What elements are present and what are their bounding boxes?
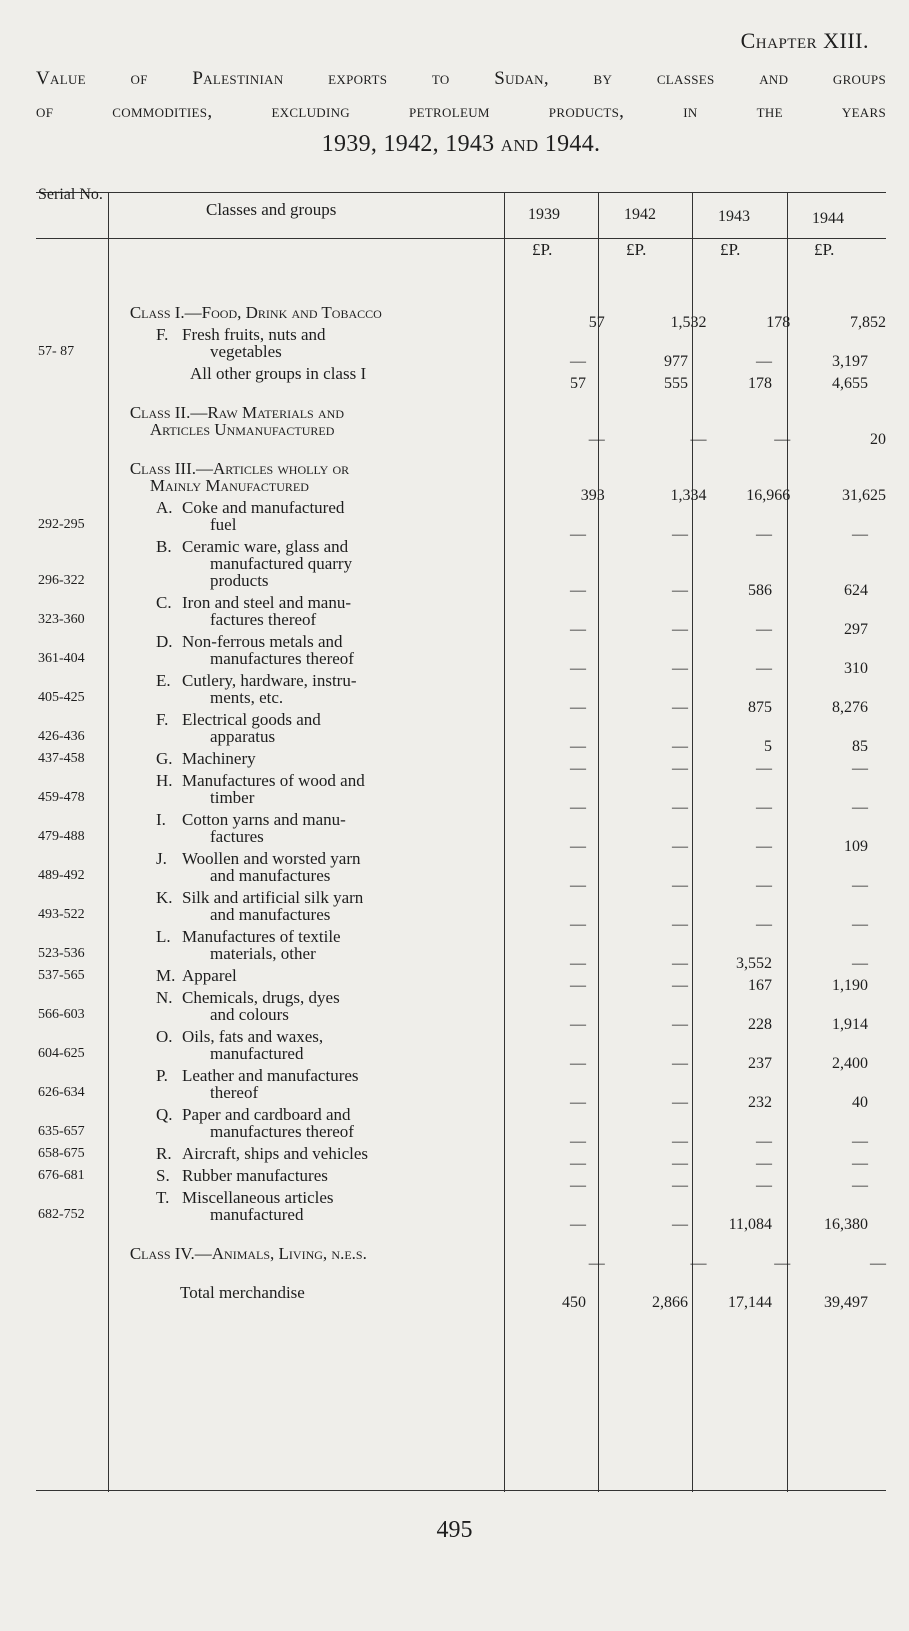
value-1944: 7,852 — [850, 314, 886, 331]
value-1942: — — [672, 738, 688, 755]
value-1944: 20 — [870, 431, 886, 448]
value-1944: — — [852, 760, 868, 777]
row-label — [110, 538, 506, 589]
value-1942: — — [672, 955, 688, 972]
value-1939: — — [570, 699, 586, 716]
label-text: Non-ferrous metals and — [182, 632, 343, 651]
serial-number: 566-603 — [38, 1007, 85, 1022]
label-line: manufactured — [210, 1044, 304, 1063]
label-text: Apparel — [182, 966, 237, 985]
label-line — [110, 850, 506, 867]
group-letter: D. — [156, 632, 173, 651]
label-text: Aircraft, ships and vehicles — [182, 1144, 368, 1163]
label-line: manufactured quarry — [210, 554, 353, 573]
value-1942: — — [672, 1216, 688, 1233]
label-text: Fresh fruits, nuts and — [182, 325, 326, 344]
label-text: Rubber manufactures — [182, 1166, 328, 1185]
row-label — [110, 889, 506, 923]
group-letter: H. — [156, 771, 173, 790]
year-header: 1943 — [718, 208, 750, 225]
value-1944: 624 — [844, 582, 868, 599]
value-1944: 310 — [844, 660, 868, 677]
value-1939: — — [570, 1094, 586, 1111]
label-line — [110, 1167, 506, 1184]
label-line — [110, 672, 506, 689]
group-letter: G. — [156, 749, 173, 768]
value-1939: — — [570, 838, 586, 855]
group-letter: B. — [156, 537, 172, 556]
row-label — [110, 1067, 506, 1101]
value-1939: 57 — [588, 314, 605, 331]
table-body — [36, 282, 886, 1311]
value-1942: — — [672, 877, 688, 894]
label-line: products — [210, 571, 269, 590]
value-1944: 16,380 — [824, 1216, 868, 1233]
value-1944: — — [852, 526, 868, 543]
value-1943: 178 — [766, 314, 791, 331]
label-line — [110, 811, 506, 828]
value-1944: 3,197 — [832, 353, 868, 370]
label-text: Iron and steel and manu- — [182, 593, 351, 612]
value-1939: 450 — [562, 1294, 586, 1311]
classes-header: Classes and groups — [206, 200, 337, 219]
value-1943: — — [756, 621, 772, 638]
label-line — [110, 1145, 506, 1162]
group-letter: R. — [156, 1144, 172, 1163]
value-1944: 31,625 — [842, 487, 886, 504]
value-1942: — — [672, 1016, 688, 1033]
label-line — [110, 1028, 506, 1045]
value-1939: — — [570, 1155, 586, 1172]
label-line: and manufactures — [210, 905, 331, 924]
serial-number: 635-657 — [38, 1124, 85, 1139]
value-1944: — — [852, 955, 868, 972]
label-line: and colours — [210, 1005, 289, 1024]
serial-number: 437-458 — [38, 751, 85, 766]
serial-number: 296-322 — [38, 573, 85, 588]
value-1939: — — [570, 1055, 586, 1072]
value-1939: — — [570, 799, 586, 816]
serial-number: 292-295 — [38, 517, 85, 532]
page-number: 495 — [436, 1517, 473, 1543]
label-text: Silk and artificial silk yarn — [182, 888, 364, 907]
serial-number: 676-681 — [38, 1168, 85, 1183]
label-line: Class I.—Food, Drink and Tobacco — [129, 303, 382, 322]
value-1942: — — [672, 699, 688, 716]
value-1942: — — [672, 799, 688, 816]
label-text: Coke and manufactured — [182, 498, 345, 517]
row-label — [110, 365, 506, 382]
value-1942: — — [672, 1177, 688, 1194]
row-label — [110, 850, 506, 884]
value-1942: — — [672, 760, 688, 777]
value-1943: — — [756, 760, 772, 777]
value-1942: — — [690, 1255, 707, 1272]
value-1943: 228 — [748, 1016, 772, 1033]
value-1943: — — [774, 431, 791, 448]
label-line: factures thereof — [210, 610, 317, 629]
value-1939: — — [570, 1177, 586, 1194]
row-label — [110, 326, 506, 360]
serial-number: 493-522 — [38, 907, 85, 922]
serial-number: 405-425 — [38, 690, 85, 705]
serial-number: 523-536 — [38, 946, 85, 961]
row-label — [110, 672, 506, 706]
label-line — [110, 326, 506, 343]
row-label — [110, 1145, 506, 1162]
value-1942: — — [672, 916, 688, 933]
label-line: Mainly Manufactured — [149, 476, 309, 495]
value-1944: 2,400 — [832, 1055, 868, 1072]
row-label — [110, 811, 506, 845]
value-1944: 39,497 — [824, 1294, 868, 1311]
label-line — [110, 499, 506, 516]
value-1939: — — [588, 431, 605, 448]
unit-label: £P. — [720, 240, 741, 259]
value-1942: 1,532 — [670, 314, 707, 331]
value-1939: — — [570, 582, 586, 599]
label-line — [110, 1189, 506, 1206]
label-line: All other groups in class I — [190, 364, 367, 383]
group-letter: N. — [156, 988, 173, 1007]
row-label — [110, 1189, 506, 1223]
label-line: thereof — [210, 1083, 259, 1102]
label-line: vegetables — [210, 342, 282, 361]
serial-number: 361-404 — [38, 651, 85, 666]
value-1943: — — [756, 660, 772, 677]
label-text: Machinery — [182, 749, 256, 768]
value-1939: — — [570, 621, 586, 638]
label-text: Cotton yarns and manu- — [182, 810, 346, 829]
value-1944: 297 — [844, 621, 868, 638]
label-line — [110, 967, 506, 984]
value-1943: — — [756, 799, 772, 816]
value-1943: 167 — [748, 977, 772, 994]
value-1939: — — [570, 526, 586, 543]
group-letter: F. — [156, 710, 169, 729]
value-1939: 57 — [570, 375, 586, 392]
year-header: 1942 — [624, 206, 656, 223]
group-letter: O. — [156, 1027, 173, 1046]
label-line: fuel — [210, 515, 237, 534]
value-1944: 8,276 — [832, 699, 868, 716]
label-line: manufactures thereof — [210, 1122, 354, 1141]
label-line: Class IV.—Animals, Living, n.e.s. — [129, 1244, 367, 1263]
label-line — [110, 594, 506, 611]
value-1944: — — [852, 1155, 868, 1172]
value-1939: — — [570, 877, 586, 894]
label-text: Miscellaneous articles — [182, 1188, 334, 1207]
label-line — [110, 928, 506, 945]
value-1942: 977 — [664, 353, 688, 370]
label-text: Leather and manufactures — [182, 1066, 359, 1085]
row-label — [110, 1106, 506, 1140]
value-1939: — — [570, 1216, 586, 1233]
value-1939: — — [570, 916, 586, 933]
value-1942: — — [672, 1155, 688, 1172]
label-line: Class II.—Raw Materials and — [129, 403, 344, 422]
label-line — [110, 750, 506, 767]
label-line: timber — [210, 788, 255, 807]
label-text: Ceramic ware, glass and — [182, 537, 349, 556]
value-1943: 178 — [748, 375, 772, 392]
label-line: Class III.—Articles wholly or — [129, 459, 350, 478]
value-1944: 1,914 — [832, 1016, 868, 1033]
row-label — [110, 460, 525, 494]
serial-number: 489-492 — [38, 868, 85, 883]
group-letter: A. — [156, 498, 173, 517]
value-1944: — — [852, 799, 868, 816]
value-1944: 85 — [852, 738, 868, 755]
label-text: Manufactures of textile — [182, 927, 341, 946]
label-line: materials, other — [210, 944, 316, 963]
group-letter: K. — [156, 888, 173, 907]
row-label — [110, 928, 506, 962]
value-1939: — — [570, 977, 586, 994]
row-label — [110, 772, 506, 806]
value-1944: — — [870, 1255, 886, 1272]
unit-label: £P. — [626, 240, 647, 259]
value-1939: — — [588, 1255, 605, 1272]
row-label — [110, 750, 506, 767]
value-1942: 555 — [664, 375, 688, 392]
value-1939: 393 — [580, 487, 605, 504]
label-line: and manufactures — [210, 866, 331, 885]
label-text: Paper and cardboard and — [182, 1105, 351, 1124]
value-1943: 16,966 — [746, 487, 791, 504]
serial-number: 682-752 — [38, 1207, 85, 1222]
label-text: Woollen and worsted yarn — [182, 849, 361, 868]
serial-number: 57- 87 — [38, 344, 75, 359]
label-line: Total merchandise — [180, 1283, 305, 1302]
value-1943: 237 — [748, 1055, 772, 1072]
value-1944: — — [852, 1133, 868, 1150]
row-label — [110, 404, 525, 438]
value-1942: — — [672, 621, 688, 638]
group-letter: L. — [156, 927, 171, 946]
group-letter: M. — [156, 966, 176, 985]
value-1939: — — [570, 738, 586, 755]
row-label — [110, 1167, 506, 1184]
group-letter: P. — [156, 1066, 168, 1085]
value-1943: — — [756, 1133, 772, 1150]
value-1942: — — [672, 838, 688, 855]
year-header: 1939 — [528, 206, 560, 223]
label-line — [110, 1067, 506, 1084]
value-1943: 5 — [764, 738, 772, 755]
serial-number: 459-478 — [38, 790, 85, 805]
label-line: apparatus — [210, 727, 276, 746]
serial-number: 537-565 — [38, 968, 85, 983]
label-line — [110, 889, 506, 906]
value-1943: 17,144 — [728, 1294, 772, 1311]
group-letter: C. — [156, 593, 172, 612]
label-text: Chemicals, drugs, dyes — [182, 988, 340, 1007]
value-1943: — — [756, 1177, 772, 1194]
value-1942: 1,334 — [670, 487, 707, 504]
label-text: Manufactures of wood and — [182, 771, 365, 790]
label-line — [110, 1106, 506, 1123]
group-letter: F. — [156, 325, 169, 344]
label-text: Cutlery, hardware, instru- — [182, 671, 357, 690]
row-label — [110, 499, 506, 533]
row-label — [110, 711, 506, 745]
row-label — [110, 1284, 506, 1301]
value-1943: 3,552 — [736, 955, 772, 972]
value-1943: — — [774, 1255, 791, 1272]
value-1942: — — [672, 526, 688, 543]
year-header: 1944 — [812, 210, 844, 227]
value-1942: — — [672, 582, 688, 599]
label-line — [110, 772, 506, 789]
value-1942: — — [672, 1055, 688, 1072]
value-1943: — — [756, 916, 772, 933]
row-label — [110, 967, 506, 984]
label-line: manufactures thereof — [210, 649, 354, 668]
value-1943: — — [756, 353, 772, 370]
value-1939: — — [570, 955, 586, 972]
title-line: Value of Palestinian exports to Sudan, by classes and groups — [36, 68, 886, 89]
serial-number: 479-488 — [38, 829, 85, 844]
row-label — [110, 1245, 525, 1262]
group-letter: S. — [156, 1166, 170, 1185]
serial-number: 658-675 — [38, 1146, 85, 1161]
serial-number: 626-634 — [38, 1085, 85, 1100]
label-line — [110, 538, 506, 555]
label-text: Electrical goods and — [182, 710, 321, 729]
value-1944: — — [852, 916, 868, 933]
value-1944: 109 — [844, 838, 868, 855]
table-top-rule — [36, 192, 886, 193]
value-1943: — — [756, 838, 772, 855]
value-1944: 4,655 — [832, 375, 868, 392]
serial-number: 604-625 — [38, 1046, 85, 1061]
label-line — [110, 989, 506, 1006]
value-1939: — — [570, 1133, 586, 1150]
label-line: ments, etc. — [210, 688, 284, 707]
value-1939: — — [570, 1016, 586, 1033]
serial-header: Serial No. — [38, 186, 103, 203]
title-line: of commodities, excluding petroleum products, in the years — [36, 101, 886, 122]
row-label — [110, 304, 525, 321]
header-rule — [36, 238, 886, 239]
label-line: manufactured — [210, 1205, 304, 1224]
value-1943: — — [756, 877, 772, 894]
value-1943: — — [756, 526, 772, 543]
value-1942: — — [672, 1133, 688, 1150]
row-label — [110, 633, 506, 667]
unit-label: £P. — [814, 240, 835, 259]
row-label — [110, 594, 506, 628]
group-letter: Q. — [156, 1105, 173, 1124]
group-letter: E. — [156, 671, 171, 690]
value-1942: — — [672, 977, 688, 994]
title-years: 1939, 1942, 1943 and 1944. — [321, 131, 601, 157]
exports-table — [36, 186, 886, 1492]
serial-number: 323-360 — [38, 612, 85, 627]
serial-number: 426-436 — [38, 729, 85, 744]
group-letter: J. — [156, 849, 167, 868]
value-1939: — — [570, 353, 586, 370]
table-title — [36, 62, 886, 161]
value-1942: — — [690, 431, 707, 448]
label-line — [110, 711, 506, 728]
value-1942: — — [672, 660, 688, 677]
unit-label: £P. — [532, 240, 553, 259]
value-1944: — — [852, 1177, 868, 1194]
value-1943: 586 — [748, 582, 772, 599]
value-1942: — — [672, 1094, 688, 1111]
value-1939: — — [570, 760, 586, 777]
row-label — [110, 1028, 506, 1062]
value-1942: 2,866 — [652, 1294, 688, 1311]
value-1944: — — [852, 877, 868, 894]
label-line — [110, 633, 506, 650]
chapter-heading: Chapter XIII. — [740, 28, 869, 53]
row-label — [110, 989, 506, 1023]
group-letter: T. — [156, 1188, 170, 1207]
value-1943: 875 — [748, 699, 772, 716]
value-1943: 232 — [748, 1094, 772, 1111]
value-1943: 11,084 — [728, 1216, 772, 1233]
label-text: Oils, fats and waxes, — [182, 1027, 324, 1046]
table-bottom-rule — [36, 1490, 886, 1491]
label-line: factures — [210, 827, 264, 846]
value-1944: 40 — [852, 1094, 868, 1111]
class-row — [36, 282, 886, 331]
group-letter: I. — [156, 810, 166, 829]
label-line: Articles Unmanufactured — [149, 420, 335, 439]
value-1944: 1,190 — [832, 977, 868, 994]
value-1939: — — [570, 660, 586, 677]
value-1943: — — [756, 1155, 772, 1172]
